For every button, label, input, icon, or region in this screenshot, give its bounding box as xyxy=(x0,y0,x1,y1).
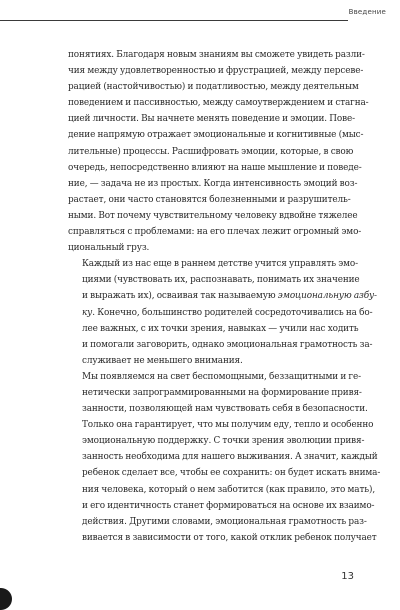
page-body xyxy=(68,47,381,546)
text-line: занности, позволяющей нам чувствовать себя в безопасности. xyxy=(82,404,368,415)
text-line: нетически запрограммированными на формирование привя- xyxy=(82,387,362,398)
page-header xyxy=(0,0,400,40)
body-paragraph xyxy=(68,256,377,369)
text-line: поведением и пассивностью, между самоутверждением и стагна- xyxy=(68,98,369,109)
text-line: лее важных, с их точки зрения, навыках — учили нас ходить xyxy=(82,323,359,334)
text-line: ными. Вот почему чувствительному человеку вдвойне тяжелее xyxy=(68,210,358,221)
text-line: дение напрямую отражает эмоциональные и когнитивные (мыс- xyxy=(68,130,364,141)
text-line: ребенок сделает все, чтобы ее сохранить: он будет искать внима- xyxy=(82,468,381,479)
text-line: рацией (настойчивостью) и податливостью, между деятельным xyxy=(68,82,359,93)
text-line: чия между удовлетворенностью и фрустрацией, между персеве- xyxy=(68,66,364,77)
text-line: циями (чувствовать их, распознавать, понимать их значение xyxy=(82,275,360,286)
text-line: справляться с проблемами: на его плечах лежит огромный эмо- xyxy=(68,227,362,238)
text-line: эмоциональную поддержку. С точки зрения эволюции привя- xyxy=(82,436,365,447)
body-paragraph xyxy=(68,47,369,256)
text-line: Мы появляемся на свет беспомощными, беззащитными и ге- xyxy=(82,371,361,382)
thumb-shadow xyxy=(0,588,12,610)
text-line: ния человека, который о нем заботится (как правило, это мать), xyxy=(82,484,376,495)
text-line: Только она гарантирует, что мы получим еду, тепло и особенно xyxy=(82,420,374,431)
page-number: 13 xyxy=(341,571,354,582)
header-rule xyxy=(0,20,348,21)
text-line: и его идентичность станет формироваться на основе их взаимо- xyxy=(82,500,375,511)
text-line: ку. Конечно, большинство родителей сосредоточивались на бо- xyxy=(82,307,373,318)
running-head: Введение xyxy=(348,8,386,16)
body-paragraph xyxy=(68,369,381,546)
text-line: и помогали заговорить, однако эмоциональная грамотность за- xyxy=(82,339,373,350)
text-line: очередь, непосредственно влияют на наше мышление и поведе- xyxy=(68,162,362,173)
text-line: ние, — задача не из простых. Когда интенсивность эмоций воз- xyxy=(68,178,358,189)
text-line: цией личности. Вы начнете менять поведение и эмоции. Пове- xyxy=(68,114,356,125)
text-line: растает, они часто становятся болезненными и разрушитель- xyxy=(68,194,351,205)
text-line: и выражать их), осваивая так называемую эмоциональную азбу- xyxy=(82,291,377,302)
text-line: Каждый из нас еще в раннем детстве учится управлять эмо- xyxy=(82,259,359,270)
text-line: понятиях. Благодаря новым знаниям вы сможете увидеть разли- xyxy=(68,50,365,60)
text-line: занность необходима для нашего выживания. А значит, каждый xyxy=(82,452,378,463)
text-line: служивает не меньшего внимания. xyxy=(82,355,243,366)
text-line: вивается в зависимости от того, какой отклик ребенок получает xyxy=(82,532,377,543)
text-line: действия. Другими словами, эмоциональная грамотность раз- xyxy=(82,516,367,527)
text-line: циональный груз. xyxy=(68,243,150,254)
emphasis-term: эмоциональную азбу- xyxy=(277,291,377,302)
emphasis-term: ку xyxy=(82,307,93,318)
text-line: лительные) процессы. Расшифровать эмоции, которые, в свою xyxy=(68,146,354,157)
